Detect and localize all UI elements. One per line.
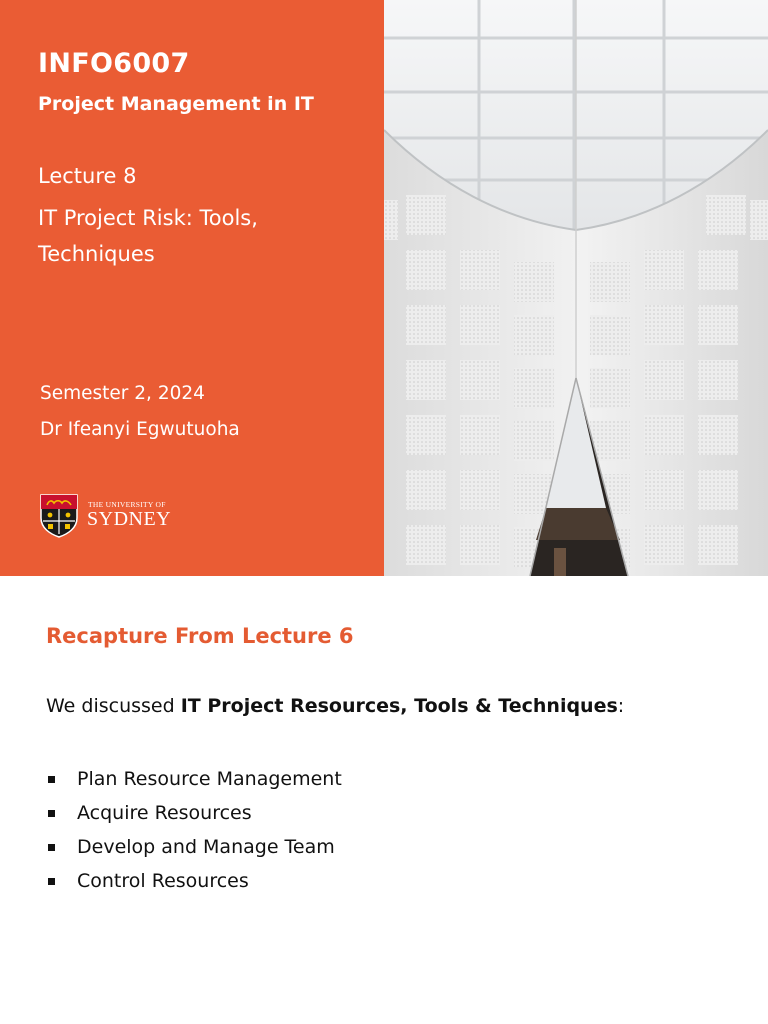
university-crest-icon [38, 492, 80, 538]
semester: Semester 2, 2024 [40, 383, 205, 404]
intro-suffix: : [617, 695, 625, 717]
recap-intro [46, 695, 624, 717]
course-title: Project Management in IT [38, 93, 314, 115]
intro-prefix: We discussed [46, 695, 181, 717]
intro-bold: IT Project Resources, Tools & Techniques [180, 695, 618, 717]
university-logo [38, 492, 188, 542]
logo-line-2: SYDNEY [87, 508, 172, 530]
recap-bullet-list [46, 762, 342, 898]
logo-line-1: THE UNIVERSITY OF [88, 500, 166, 509]
architecture-photo [384, 0, 768, 576]
recap-title: Recapture From Lecture 6 [46, 624, 354, 648]
list-item-text: Develop and Manage Team [77, 836, 335, 858]
recap-slide [0, 576, 768, 1024]
lecturer-name: Dr Ifeanyi Egwutuoha [40, 419, 240, 440]
list-item [46, 762, 342, 796]
list-item [46, 796, 342, 830]
square-bullet-icon [48, 878, 55, 885]
list-item-text: Acquire Resources [77, 802, 252, 824]
course-code: INFO6007 [38, 48, 190, 79]
list-item [46, 830, 342, 864]
title-panel [0, 0, 384, 576]
square-bullet-icon [48, 810, 55, 817]
square-bullet-icon [48, 844, 55, 851]
square-bullet-icon [48, 776, 55, 783]
list-item-text: Control Resources [77, 870, 249, 892]
list-item [46, 864, 342, 898]
lecture-number: Lecture 8 [38, 164, 137, 188]
list-item-text: Plan Resource Management [77, 768, 342, 790]
lecture-topic: IT Project Risk: Tools, Techniques [38, 206, 258, 266]
